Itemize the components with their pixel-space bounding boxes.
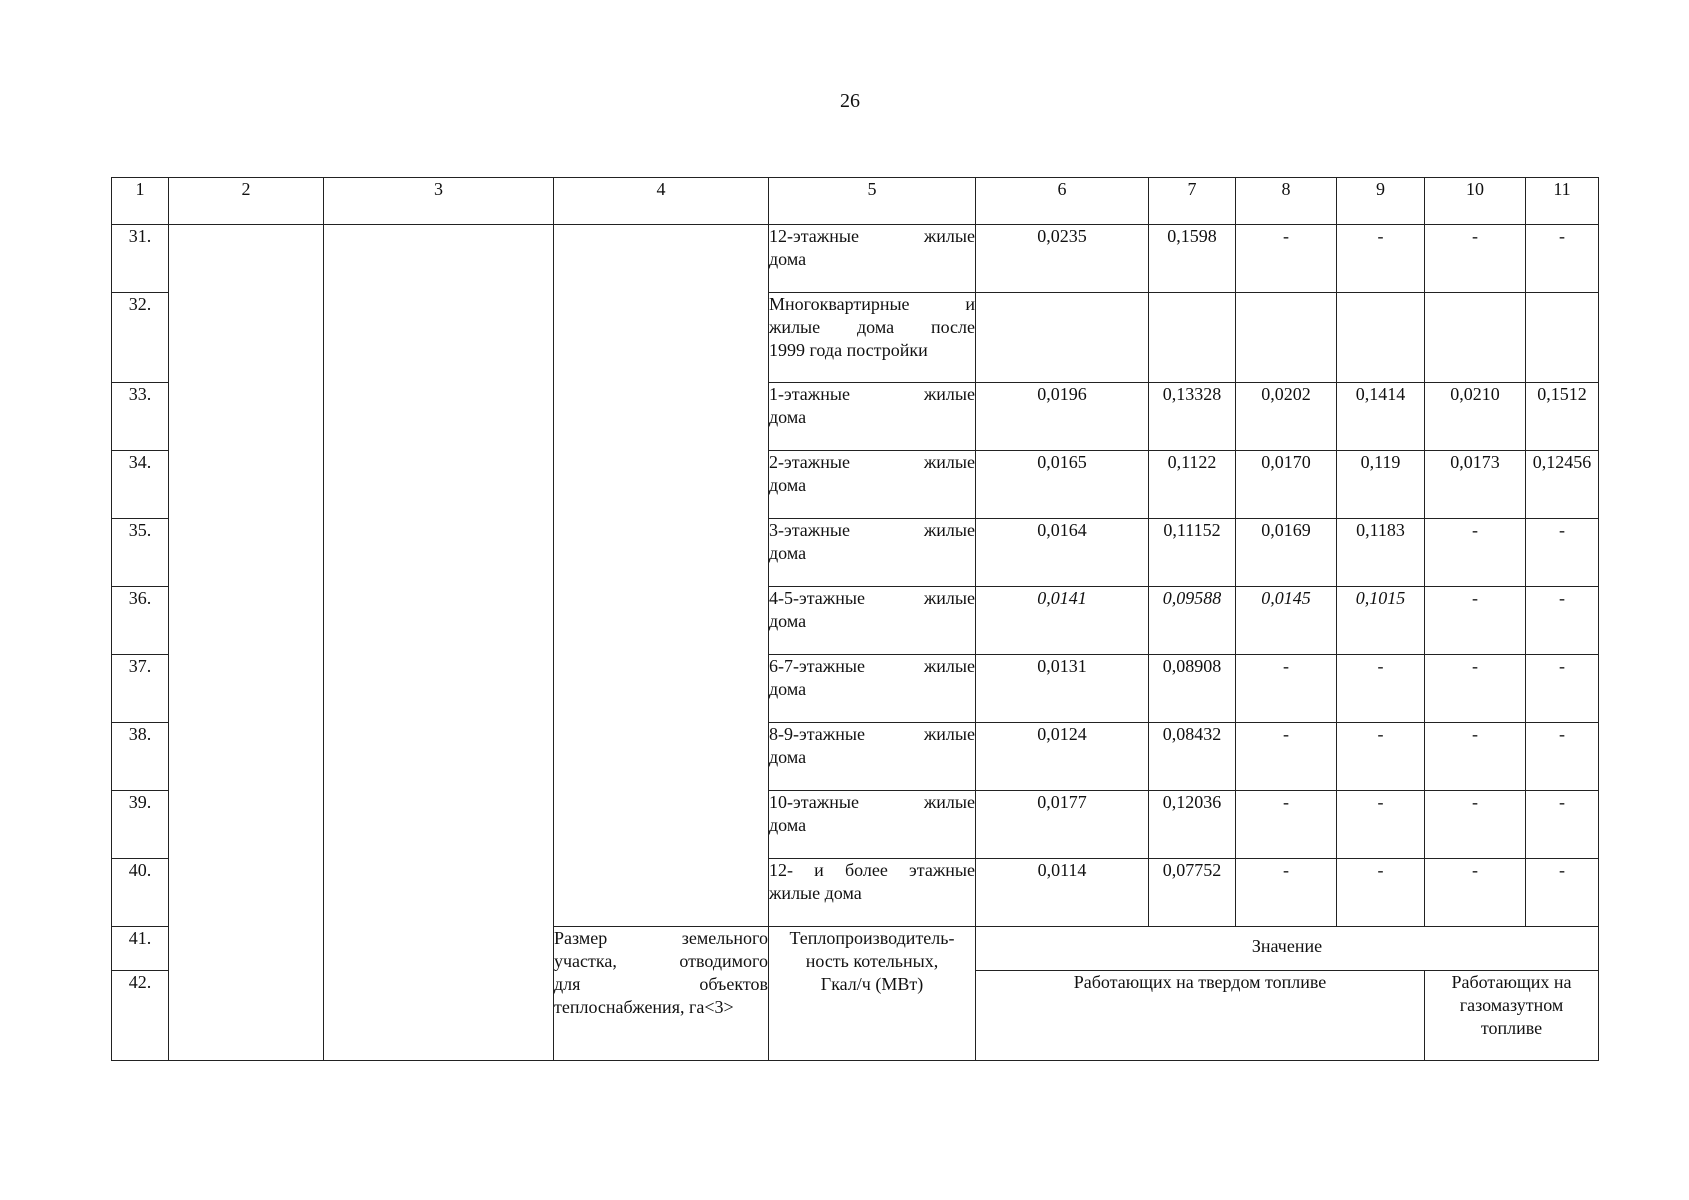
value-cell-col7: 0,1122 [1149,451,1236,519]
gas-fuel-line: газомазутном [1459,995,1564,1015]
value-cell-col11: - [1526,723,1599,791]
value-cell-col6: 0,0164 [976,519,1149,587]
value-cell-col10 [1425,293,1526,383]
column-header-5: 5 [769,178,976,225]
value-cell-col7 [1149,293,1236,383]
column-header-11: 11 [1526,178,1599,225]
building-type-word: жилые [769,317,821,337]
building-type-cell [769,383,976,451]
col3-empty-cell [324,225,554,1061]
value-cell-col8 [1236,293,1337,383]
land-plot-word: Размер [554,928,608,948]
value-cell-col8: 0,0202 [1236,383,1337,451]
building-type-cell [769,723,976,791]
value-cell-col6: 0,0141 [976,587,1149,655]
building-type-word: после [930,317,975,337]
row-number: 39. [112,791,169,859]
building-type-word: 2-этажные [769,452,850,472]
row-number: 37. [112,655,169,723]
boiler-capacity-cell [769,927,976,1061]
value-cell-col8: - [1236,225,1337,293]
value-cell-col8: 0,0169 [1236,519,1337,587]
building-type-word: этажные [909,860,975,880]
row-number: 35. [112,519,169,587]
building-type-word: 6-7-этажные [769,656,865,676]
value-cell-col7: 0,07752 [1149,859,1236,927]
building-type-line2: дома [769,249,807,269]
value-cell-col8: 0,0170 [1236,451,1337,519]
value-cell-col7: 0,11152 [1149,519,1236,587]
value-cell-col9 [1337,293,1425,383]
fuel-table [111,177,1599,1061]
gas-fuel-header [1425,971,1599,1061]
value-cell-col9: 0,1015 [1337,587,1425,655]
land-plot-size-cell [554,927,769,1061]
row-number: 31. [112,225,169,293]
value-cell-col10: - [1425,723,1526,791]
building-type-line2: дома [769,611,807,631]
row-number: 33. [112,383,169,451]
building-type-word: Многоквартирные [769,294,910,314]
building-type-word: и [814,860,824,880]
value-cell-col9: 0,1183 [1337,519,1425,587]
value-cell-col11: - [1526,587,1599,655]
value-cell-col11: - [1526,859,1599,927]
row-number: 41. [112,927,169,971]
value-cell-col11: 0,1512 [1526,383,1599,451]
column-header-4: 4 [554,178,769,225]
value-cell-col9: - [1337,655,1425,723]
value-cell-col8: - [1236,791,1337,859]
value-cell-col10: - [1425,791,1526,859]
building-type-line2: дома [769,815,807,835]
value-cell-col10: - [1425,587,1526,655]
building-type-word: жилые [923,724,975,744]
building-type-cell [769,293,976,383]
building-type-word: более [844,860,888,880]
column-header-7: 7 [1149,178,1236,225]
building-type-word: и [965,294,975,314]
value-cell-col10: - [1425,859,1526,927]
building-type-cell [769,587,976,655]
value-cell-col10: - [1425,519,1526,587]
building-type-word: 3-этажные [769,520,850,540]
building-type-word: жилые [923,656,975,676]
value-cell-col11: - [1526,791,1599,859]
building-type-cell [769,655,976,723]
row-number: 42. [112,971,169,1061]
building-type-word: 12- [769,860,793,880]
building-type-word: жилые [923,226,975,246]
value-cell-col9: - [1337,225,1425,293]
building-type-word: 1999 года постройки [769,340,928,360]
value-cell-col10: 0,0173 [1425,451,1526,519]
value-cell-col6 [976,293,1149,383]
column-header-10: 10 [1425,178,1526,225]
value-cell-col7: 0,08432 [1149,723,1236,791]
value-cell-col8: 0,0145 [1236,587,1337,655]
column-header-9: 9 [1337,178,1425,225]
row-number: 36. [112,587,169,655]
value-cell-col6: 0,0235 [976,225,1149,293]
land-plot-word: для [554,974,581,994]
value-cell-col7: 0,1598 [1149,225,1236,293]
value-cell-col7: 0,13328 [1149,383,1236,451]
value-cell-col11: - [1526,655,1599,723]
building-type-word: 4-5-этажные [769,588,865,608]
table-row [112,225,1599,293]
building-type-word: жилые [923,520,975,540]
row-number: 40. [112,859,169,927]
value-cell-col7: 0,09588 [1149,587,1236,655]
value-cell-col8: - [1236,655,1337,723]
building-type-line2: дома [769,407,807,427]
value-cell-col6: 0,0131 [976,655,1149,723]
building-type-cell [769,225,976,293]
building-type-word: 12-этажные [769,226,859,246]
value-cell-col10: - [1425,225,1526,293]
building-type-word: дома [857,317,895,337]
value-cell-col11: - [1526,519,1599,587]
solid-fuel-header: Работающих на твердом топливе [976,971,1425,1061]
building-type-line2: дома [769,475,807,495]
building-type-word: жилые [923,452,975,472]
building-type-word: жилые [923,588,975,608]
land-plot-word: земельного [681,928,768,948]
value-cell-col6: 0,0124 [976,723,1149,791]
column-header-3: 3 [324,178,554,225]
row-number: 34. [112,451,169,519]
value-cell-col6: 0,0165 [976,451,1149,519]
building-type-word: жилые [923,792,975,812]
building-type-line2: дома [769,543,807,563]
header-row [112,178,1599,225]
land-plot-word: объектов [699,974,768,994]
building-type-word: жилые [923,384,975,404]
value-cell-col10: 0,0210 [1425,383,1526,451]
value-cell-col9: - [1337,723,1425,791]
building-type-line2: дома [769,679,807,699]
building-type-line2: дома [769,747,807,767]
building-type-word: 8-9-этажные [769,724,865,744]
value-cell-col6: 0,0196 [976,383,1149,451]
building-type-line2: жилые дома [769,883,862,903]
gas-fuel-line: Работающих на [1451,972,1572,992]
building-type-cell [769,451,976,519]
value-cell-col11: - [1526,225,1599,293]
value-cell-col7: 0,08908 [1149,655,1236,723]
building-type-cell [769,791,976,859]
row-number: 32. [112,293,169,383]
boiler-capacity-line: Гкал/ч (МВт) [820,974,924,994]
col2-empty-cell [169,225,324,1061]
col4-empty-cell [554,225,769,927]
column-header-1: 1 [112,178,169,225]
building-type-cell [769,859,976,927]
value-cell-col11 [1526,293,1599,383]
building-type-word: 1-этажные [769,384,850,404]
value-cell-col8: - [1236,723,1337,791]
row-number: 38. [112,723,169,791]
column-header-8: 8 [1236,178,1337,225]
value-cell-col9: - [1337,791,1425,859]
value-cell-col11: 0,12456 [1526,451,1599,519]
land-plot-word: участка, [554,951,617,971]
boiler-capacity-line: Теплопроизводитель- [789,928,955,948]
value-cell-col6: 0,0177 [976,791,1149,859]
value-cell-col9: - [1337,859,1425,927]
value-header: Значение [976,927,1599,971]
value-cell-col9: 0,1414 [1337,383,1425,451]
land-plot-word: теплоснабжения, га<3> [554,997,734,1017]
value-cell-col8: - [1236,859,1337,927]
value-cell-col7: 0,12036 [1149,791,1236,859]
value-cell-col10: - [1425,655,1526,723]
value-cell-col9: 0,119 [1337,451,1425,519]
land-plot-word: отводимого [679,951,768,971]
boiler-capacity-line: ность котельных, [805,951,939,971]
column-header-2: 2 [169,178,324,225]
building-type-word: 10-этажные [769,792,859,812]
building-type-cell [769,519,976,587]
value-cell-col6: 0,0114 [976,859,1149,927]
page-number: 26 [840,90,860,112]
column-header-6: 6 [976,178,1149,225]
gas-fuel-line: топливе [1480,1018,1543,1038]
